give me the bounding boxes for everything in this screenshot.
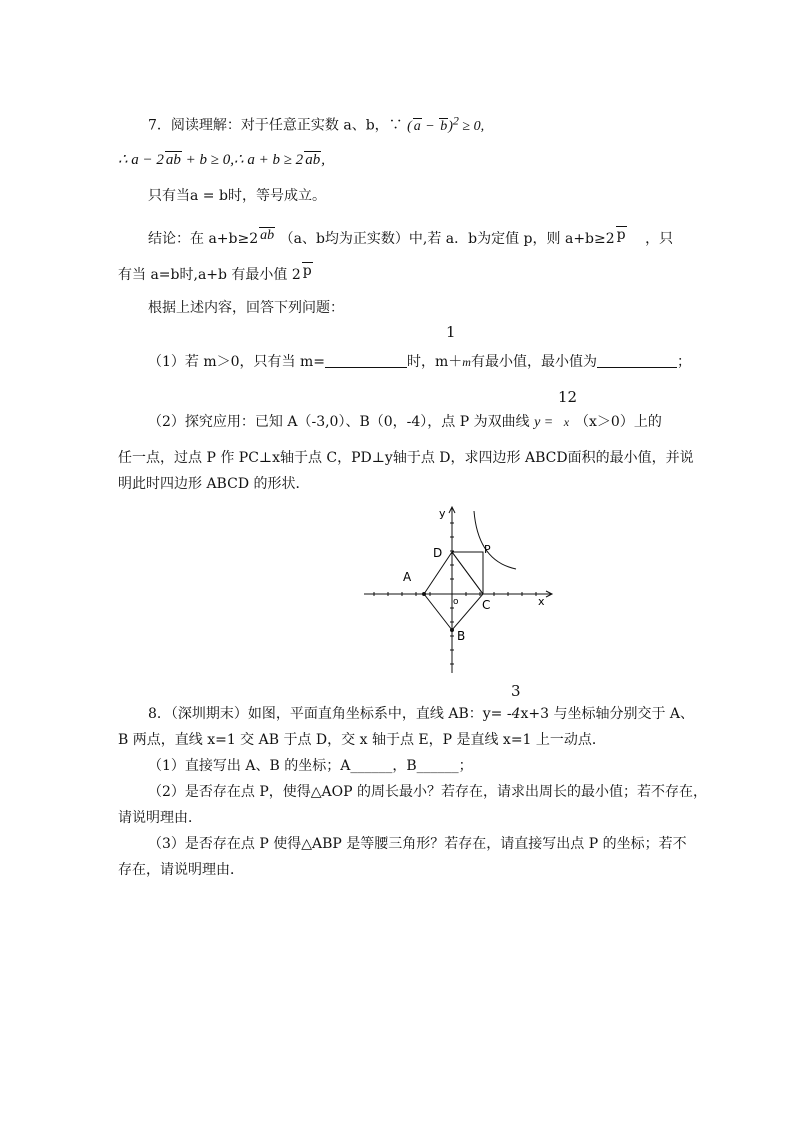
q7-intro-expr: ( a − b)$^2$ ≥ 0,	[407, 113, 485, 134]
point-A-dot	[422, 592, 426, 596]
hyperbola-curve	[474, 511, 516, 569]
q8-part3-line-2: 存在，请说明理由．	[118, 862, 244, 878]
q7-equality-line: 只有当a = b时，等号成立。	[148, 188, 326, 204]
q7-p1-fraction-denominator: m	[462, 355, 471, 369]
point-A-label: A	[403, 570, 412, 584]
q7-coordinate-figure	[360, 503, 560, 678]
point-P-label: P	[484, 543, 491, 556]
q7-p2-fraction-numerator: 12	[558, 388, 578, 406]
q8-fraction-denominator: 4	[511, 706, 521, 722]
q8-part2-line-2: 请说明理由．	[118, 810, 202, 826]
q7-derivation-line: ∴ a − 2 ab + b ≥ 0,∴ a + b ≥ 2 ab,	[118, 152, 325, 168]
q7-prompt: 根据上述内容，回答下列问题：	[148, 300, 344, 316]
q7-p1-blank-m[interactable]	[325, 367, 407, 368]
q7-part1-line: （1）若 m＞0，只有当 m= 时，m＋m有最小值，最小值为 ；	[148, 354, 691, 370]
q8-part1: （1）直接写出 A、B 的坐标；A______，B______；	[148, 758, 473, 774]
q8-part3: （3）是否存在点 P 使得△ABP 是等腰三角形？若存在，请直接写出点 P 的坐标；若不	[148, 836, 687, 852]
q7-intro-text: 7．阅读理解：对于任意正实数 a、b，∵	[148, 117, 403, 134]
y-axis-label: y	[439, 507, 446, 520]
point-C-label: C	[482, 598, 491, 612]
origin-label: o	[453, 597, 459, 607]
q7-part2-line: （2）探究应用：已知 A（-3,0）、B（0，-4），点 P 为双曲线 y = x （x＞0）上的	[148, 414, 662, 430]
x-axis-label: x	[538, 595, 545, 608]
diagonal-DC	[452, 552, 483, 594]
q7-p1-fraction-numerator: 1	[446, 323, 456, 341]
point-B-dot	[450, 628, 454, 632]
q8-line-1: 8．（深圳期末）如图，平面直角坐标系中，直线 AB：y= -4x+3 与坐标轴分别交于 A、	[148, 706, 695, 722]
q8-part2: （2）是否存在点 P，使得△AOP 的周长最小？若存在，请求出周长的最小值；若不存在，	[148, 784, 707, 800]
q8-fraction-numerator: 3	[511, 682, 521, 700]
q7-part2-line-2: 任一点，过点 P 作 PC⊥x轴于点 C，PD⊥y轴于点 D，求四边形 ABCD面积的最小值，并说	[118, 450, 694, 466]
quadrilateral-ABCD	[424, 552, 483, 630]
q7-conclusion-line: 结论：在 a+b≥2 ab （a、b均为正实数）中,若 a．b为定值 p，则 a+b≥2 p ，只	[148, 227, 674, 247]
q7-p1-blank-min[interactable]	[597, 367, 677, 368]
q7-p2-fraction-denominator: x	[563, 415, 570, 429]
q7-intro-line	[148, 110, 484, 137]
q7-conclusion-line-2: 有当 a=b时,a+b 有最小值 2 p	[118, 263, 312, 283]
q7-part2-line-3: 明此时四边形 ABCD 的形状．	[118, 476, 310, 492]
q8-line-2: B 两点，直线 x=1 交 AB 于点 D，交 x 轴于点 E，P 是直线 x=1 上一动点．	[118, 732, 606, 748]
point-B-label: B	[457, 629, 466, 643]
point-D-label: D	[433, 546, 443, 560]
